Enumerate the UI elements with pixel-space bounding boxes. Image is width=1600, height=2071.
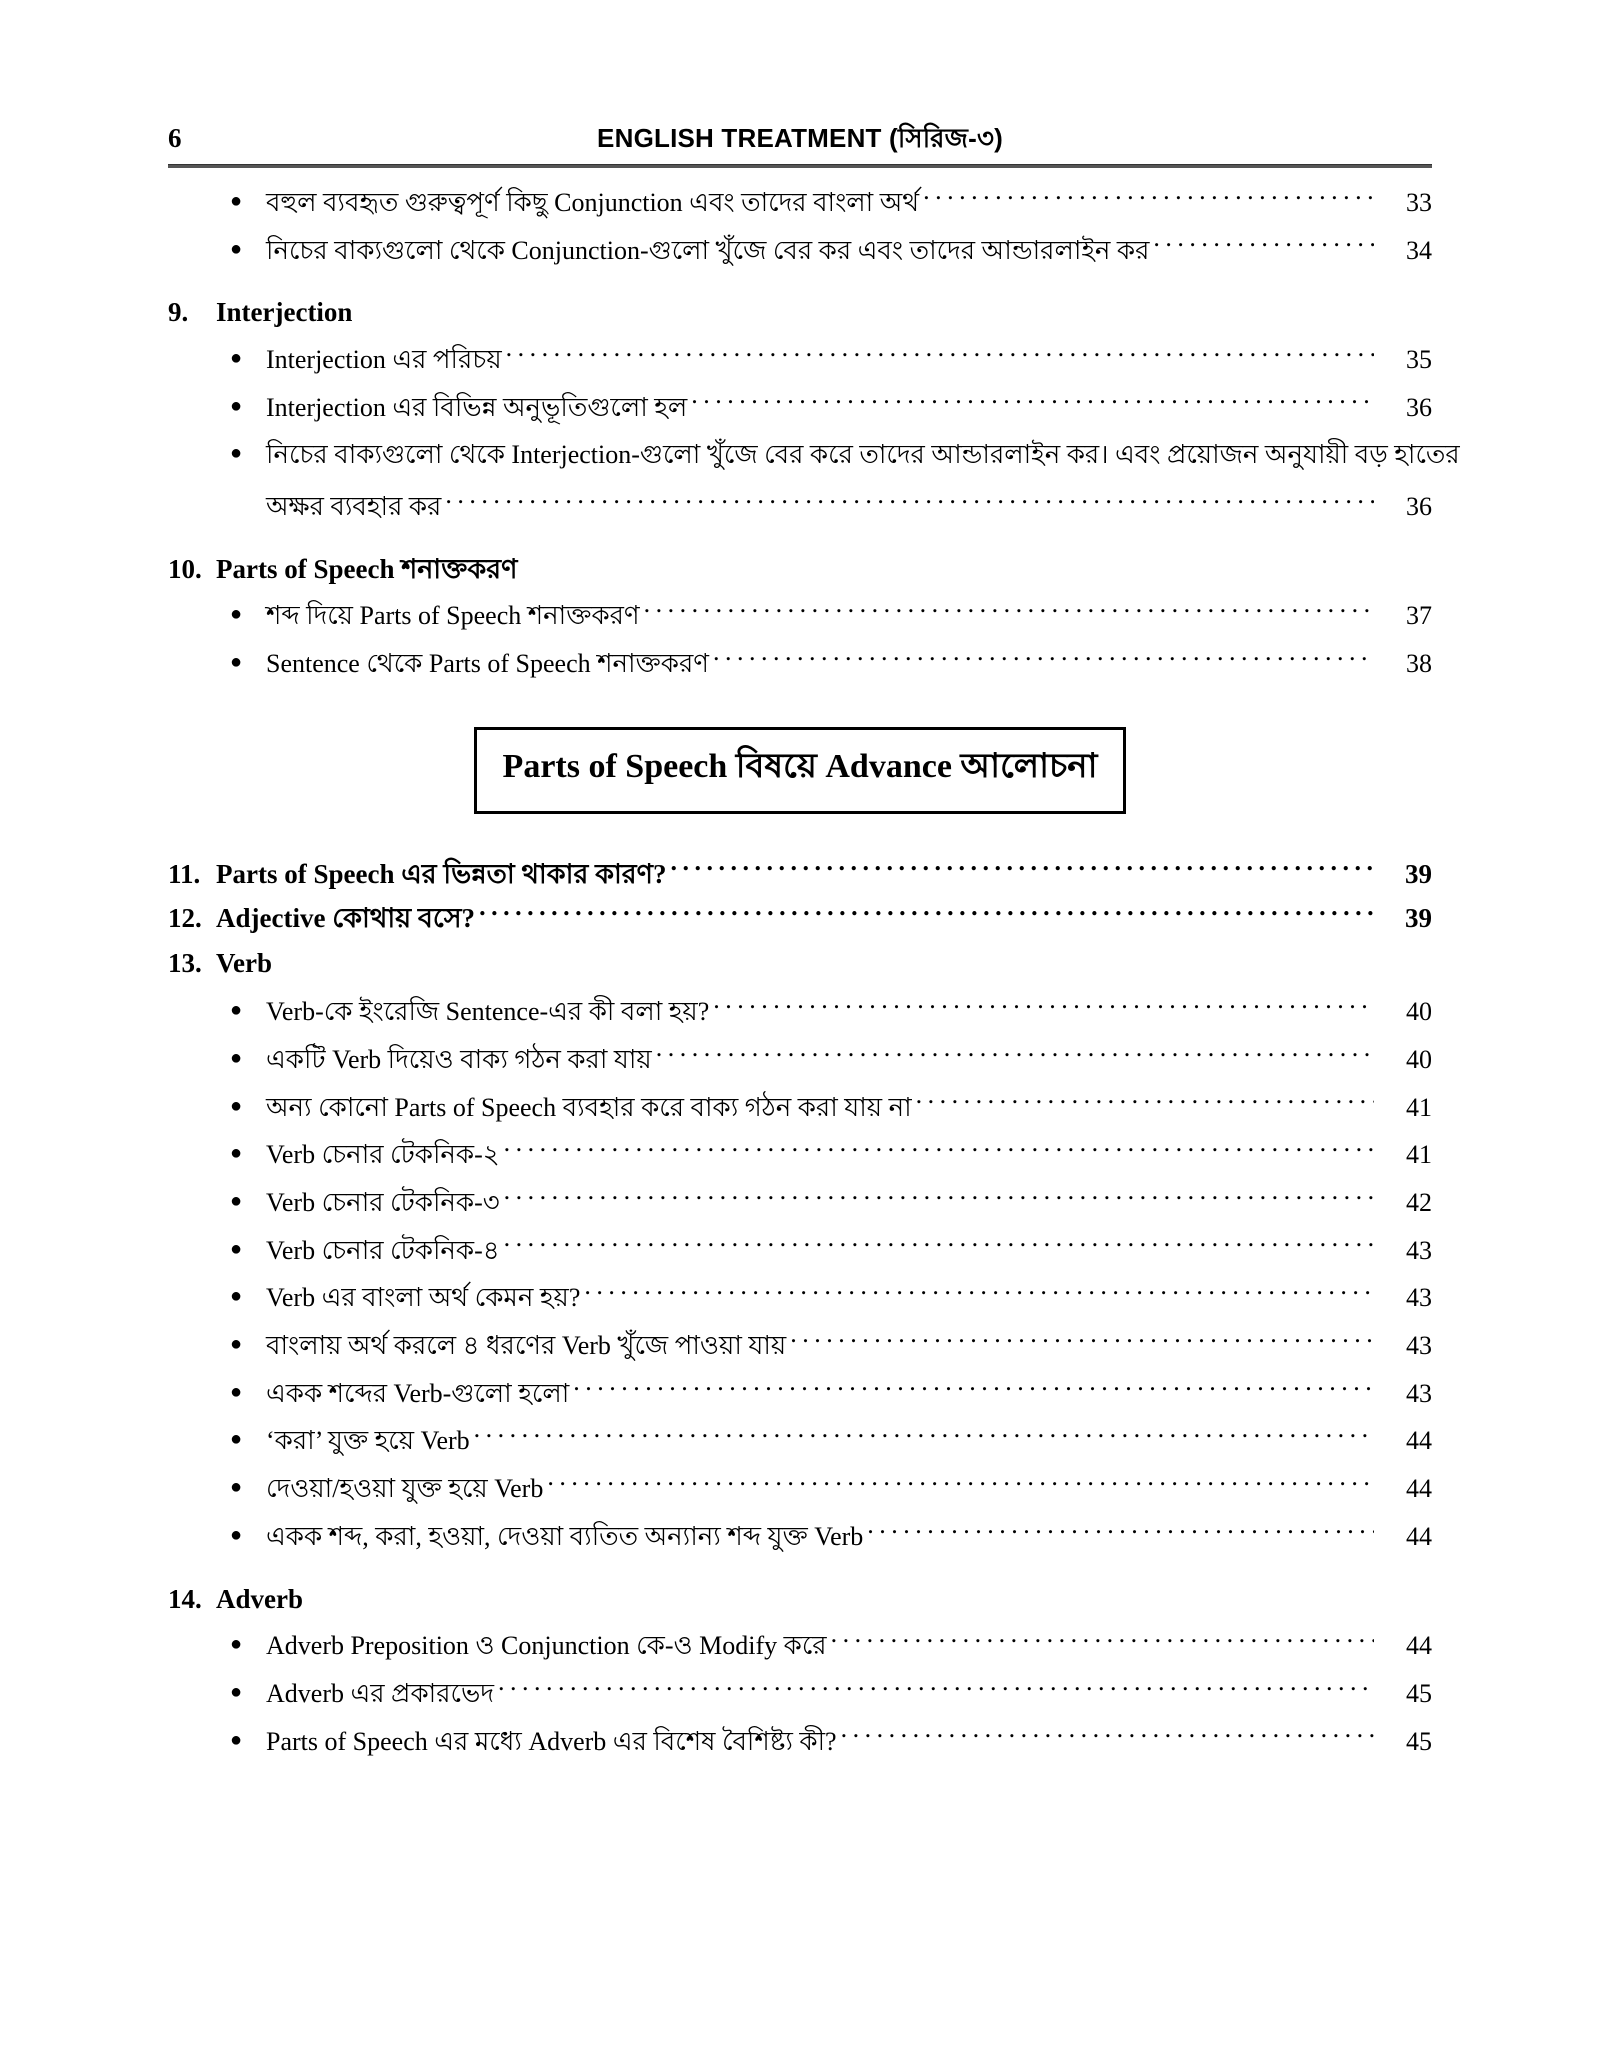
dot-leader [1153, 233, 1374, 259]
toc-entry-label: Sentence থেকে Parts of Speech শনাক্তকরণ [266, 649, 710, 679]
toc-page-number: 36 [1406, 492, 1432, 522]
bullet-icon [230, 443, 266, 463]
dot-leader [504, 1233, 1374, 1259]
toc-entry-label: Parts of Speech এর মধ্যে Adverb এর বিশেষ বৈশিষ্ট্য কী? [266, 1726, 837, 1756]
bullet-icon [230, 1096, 266, 1116]
section-title: Parts of Speech শনাক্তকরণ [216, 553, 518, 584]
bullet-icon [230, 1048, 266, 1068]
section-number: 13. [168, 947, 202, 978]
toc-top-items [168, 184, 1432, 269]
list-item[interactable] [168, 1136, 1432, 1174]
toc-entry-label: একটি Verb দিয়েও বাক্য গঠন করা যায় [266, 1044, 652, 1074]
bullet-icon [230, 1143, 266, 1163]
toc-page-number: 36 [1406, 392, 1432, 422]
section-items-verb [168, 993, 1432, 1555]
list-item[interactable] [168, 597, 1432, 635]
toc-entry-label: দেওয়া/হওয়া যুক্ত হয়ে Verb [266, 1474, 544, 1504]
dot-leader [671, 856, 1375, 883]
list-item[interactable] [168, 436, 1460, 525]
list-item[interactable] [168, 389, 1432, 427]
list-item[interactable] [168, 1470, 1432, 1508]
dot-leader [479, 900, 1374, 927]
header-divider [168, 164, 1432, 168]
section-items-parts-of-speech-identification [168, 597, 1432, 682]
page-content [168, 118, 1460, 1760]
section-number: 10. [168, 553, 202, 584]
list-item[interactable] [168, 1422, 1432, 1460]
bullet-icon [230, 1525, 266, 1545]
bullet-icon [230, 1286, 266, 1306]
list-item[interactable] [168, 854, 1432, 895]
dot-leader [573, 1376, 1374, 1402]
dot-leader [474, 1423, 1374, 1449]
toc-entry-label: ‘করা’ যুক্ত হয়ে Verb [266, 1426, 470, 1456]
dot-leader [831, 1628, 1374, 1654]
list-item[interactable] [168, 898, 1432, 939]
section-items-adverb [168, 1627, 1432, 1760]
section-items-interjection [168, 341, 1460, 526]
toc-page-number: 44 [1406, 1631, 1432, 1661]
dot-leader [923, 185, 1374, 211]
toc-entry-label-line2: অক্ষর ব্যবহার কর [266, 492, 442, 522]
toc-entry-label: একক শব্দ, করা, হওয়া, দেওয়া ব্যতিত অন্যান্য শব্দ যুক্ত Verb [266, 1521, 864, 1551]
list-item[interactable] [168, 1232, 1432, 1270]
toc-entry-label: শব্দ দিয়ে Parts of Speech শনাক্তকরণ [266, 601, 640, 631]
toc-page-number: 38 [1406, 649, 1432, 679]
dot-leader [498, 1676, 1374, 1702]
toc-page-number: 43 [1406, 1378, 1432, 1408]
bullet-icon [230, 1730, 266, 1750]
section-number: 11. [168, 858, 201, 889]
toc-page-number: 35 [1406, 345, 1432, 374]
toc-entry-label: Interjection এর বিভিন্ন অনুভূতিগুলো হল [266, 392, 688, 422]
toc-page-number: 33 [1406, 188, 1432, 217]
toc-entry-label: Adverb এর প্রকারভেদ [266, 1678, 494, 1708]
bullet-icon [230, 1334, 266, 1354]
toc-entry-label: Verb চেনার টেকনিক-২ [266, 1140, 500, 1170]
toc-page-number: 45 [1406, 1726, 1432, 1756]
toc-page-number: 40 [1406, 1044, 1432, 1074]
dot-leader [504, 1137, 1374, 1163]
dot-leader [644, 598, 1374, 624]
list-item[interactable] [168, 1089, 1432, 1127]
list-item[interactable] [168, 184, 1432, 222]
list-item[interactable] [168, 341, 1432, 379]
dot-leader [691, 390, 1374, 416]
toc-page-number: 44 [1406, 1521, 1432, 1551]
toc-entry-label: Verb চেনার টেকনিক-৩ [266, 1188, 500, 1217]
list-item[interactable] [168, 645, 1432, 683]
running-header [168, 118, 1432, 162]
book-title: ENGLISH TREATMENT (সিরিজ-৩) [597, 123, 1003, 153]
section-heading-verb [168, 943, 1432, 984]
bullet-icon [230, 1239, 266, 1259]
section-number: 9. [168, 297, 189, 328]
bullet-icon [230, 239, 266, 259]
list-item[interactable] [168, 1327, 1432, 1365]
section-number: 14. [168, 1583, 202, 1614]
list-item[interactable] [168, 1627, 1432, 1665]
toc-entry-label: বাংলায় অর্থ করলে ৪ ধরণের Verb খুঁজে পাওয়া যায় [266, 1331, 787, 1361]
bullet-icon [230, 1477, 266, 1497]
bullet-icon [230, 191, 266, 211]
toc-page-number: 34 [1406, 235, 1432, 265]
bullet-icon [230, 604, 266, 624]
toc-entry-label: Verb-কে ইংরেজি Sentence-এর কী বলা হয়? [266, 997, 710, 1027]
bullet-icon [230, 1429, 266, 1449]
dot-leader [867, 1519, 1374, 1545]
toc-page-number: 43 [1406, 1235, 1432, 1265]
toc-page-number: 42 [1406, 1188, 1432, 1217]
toc-entry-label: অন্য কোনো Parts of Speech ব্যবহার করে বাক্য গঠন করা যায় না [266, 1092, 912, 1122]
dot-leader [547, 1471, 1374, 1497]
toc-page-number: 37 [1406, 601, 1432, 631]
bullet-icon [230, 1382, 266, 1402]
bullet-icon [230, 652, 266, 672]
toc-page-number: 44 [1406, 1474, 1432, 1504]
list-item[interactable] [168, 1723, 1432, 1761]
banner-container [168, 727, 1432, 814]
toc-entry-label: নিচের বাক্যগুলো থেকে Conjunction-গুলো খুঁজে বের কর এবং তাদের আন্ডারলাইন কর [266, 235, 1150, 265]
dot-leader [584, 1280, 1374, 1306]
dot-leader [506, 342, 1374, 368]
toc-page-number: 43 [1406, 1283, 1432, 1313]
dot-leader [713, 994, 1374, 1020]
bullet-icon [230, 396, 266, 416]
toc-entry-label: বহুল ব্যবহৃত গুরুত্বপূর্ণ কিছু Conjunction এবং তাদের বাংলা অর্থ [266, 188, 920, 217]
bullet-icon [230, 1682, 266, 1702]
dot-leader [713, 646, 1374, 672]
toc-page-number: 44 [1406, 1426, 1432, 1456]
toc-entry-label: একক শব্দের Verb-গুলো হলো [266, 1378, 570, 1408]
list-item[interactable] [168, 1518, 1432, 1556]
list-item[interactable] [168, 1041, 1432, 1079]
list-item[interactable] [168, 232, 1432, 270]
bullet-icon [230, 1000, 266, 1020]
section-number: 12. [168, 903, 202, 934]
toc-page-number: 39 [1405, 903, 1432, 934]
dot-leader [504, 1185, 1374, 1211]
toc-entry-label: Parts of Speech এর ভিন্নতা থাকার কারণ? [216, 858, 667, 889]
page-folio-number: 6 [168, 123, 182, 153]
section-heading-adverb [168, 1582, 1432, 1618]
toc-page-number: 39 [1405, 858, 1432, 889]
toc-page-number: 43 [1406, 1331, 1432, 1361]
list-item[interactable] [168, 1675, 1432, 1713]
list-item[interactable] [168, 1279, 1432, 1317]
toc-entry-label: Adjective কোথায় বসে? [216, 903, 476, 934]
toc-entry-label: Verb এর বাংলা অর্থ কেমন হয়? [266, 1283, 581, 1313]
bullet-icon [230, 1634, 266, 1654]
toc-page-number: 40 [1406, 997, 1432, 1027]
section-title: Adverb [216, 1583, 303, 1614]
section-title: Interjection [216, 297, 353, 328]
dot-leader [790, 1328, 1374, 1354]
list-item[interactable] [168, 1184, 1432, 1222]
section-title: Verb [216, 947, 273, 978]
toc-page-number: 41 [1406, 1092, 1432, 1122]
section-heading-parts-of-speech-identification [168, 552, 1432, 588]
toc-entry-label: Verb চেনার টেকনিক-৪ [266, 1235, 500, 1265]
dot-leader [841, 1724, 1374, 1750]
bullet-icon [230, 1191, 266, 1211]
list-item[interactable] [168, 1375, 1432, 1413]
toc-page-number: 41 [1406, 1140, 1432, 1170]
advance-discussion-banner: Parts of Speech বিষয়ে Advance আলোচনা [474, 727, 1127, 814]
toc-entry-label: Adverb Preposition ও Conjunction কে-ও Modify করে [266, 1631, 827, 1661]
toc-page-number: 45 [1406, 1678, 1432, 1708]
dot-leader [445, 489, 1374, 515]
list-item[interactable] [168, 993, 1432, 1031]
advance-numbered-rows [168, 854, 1432, 939]
dot-leader [656, 1042, 1374, 1068]
section-heading-interjection [168, 295, 1432, 331]
toc-entry-label: Interjection এর পরিচয় [266, 345, 502, 374]
bullet-icon [230, 348, 266, 368]
dot-leader [916, 1090, 1374, 1116]
toc-entry-label-line1: নিচের বাক্যগুলো থেকে Interjection-গুলো খুঁজে বের করে তাদের আন্ডারলাইন কর। এবং প্রয়োজন অনুযায়ী বড় হাতের [266, 440, 1460, 470]
